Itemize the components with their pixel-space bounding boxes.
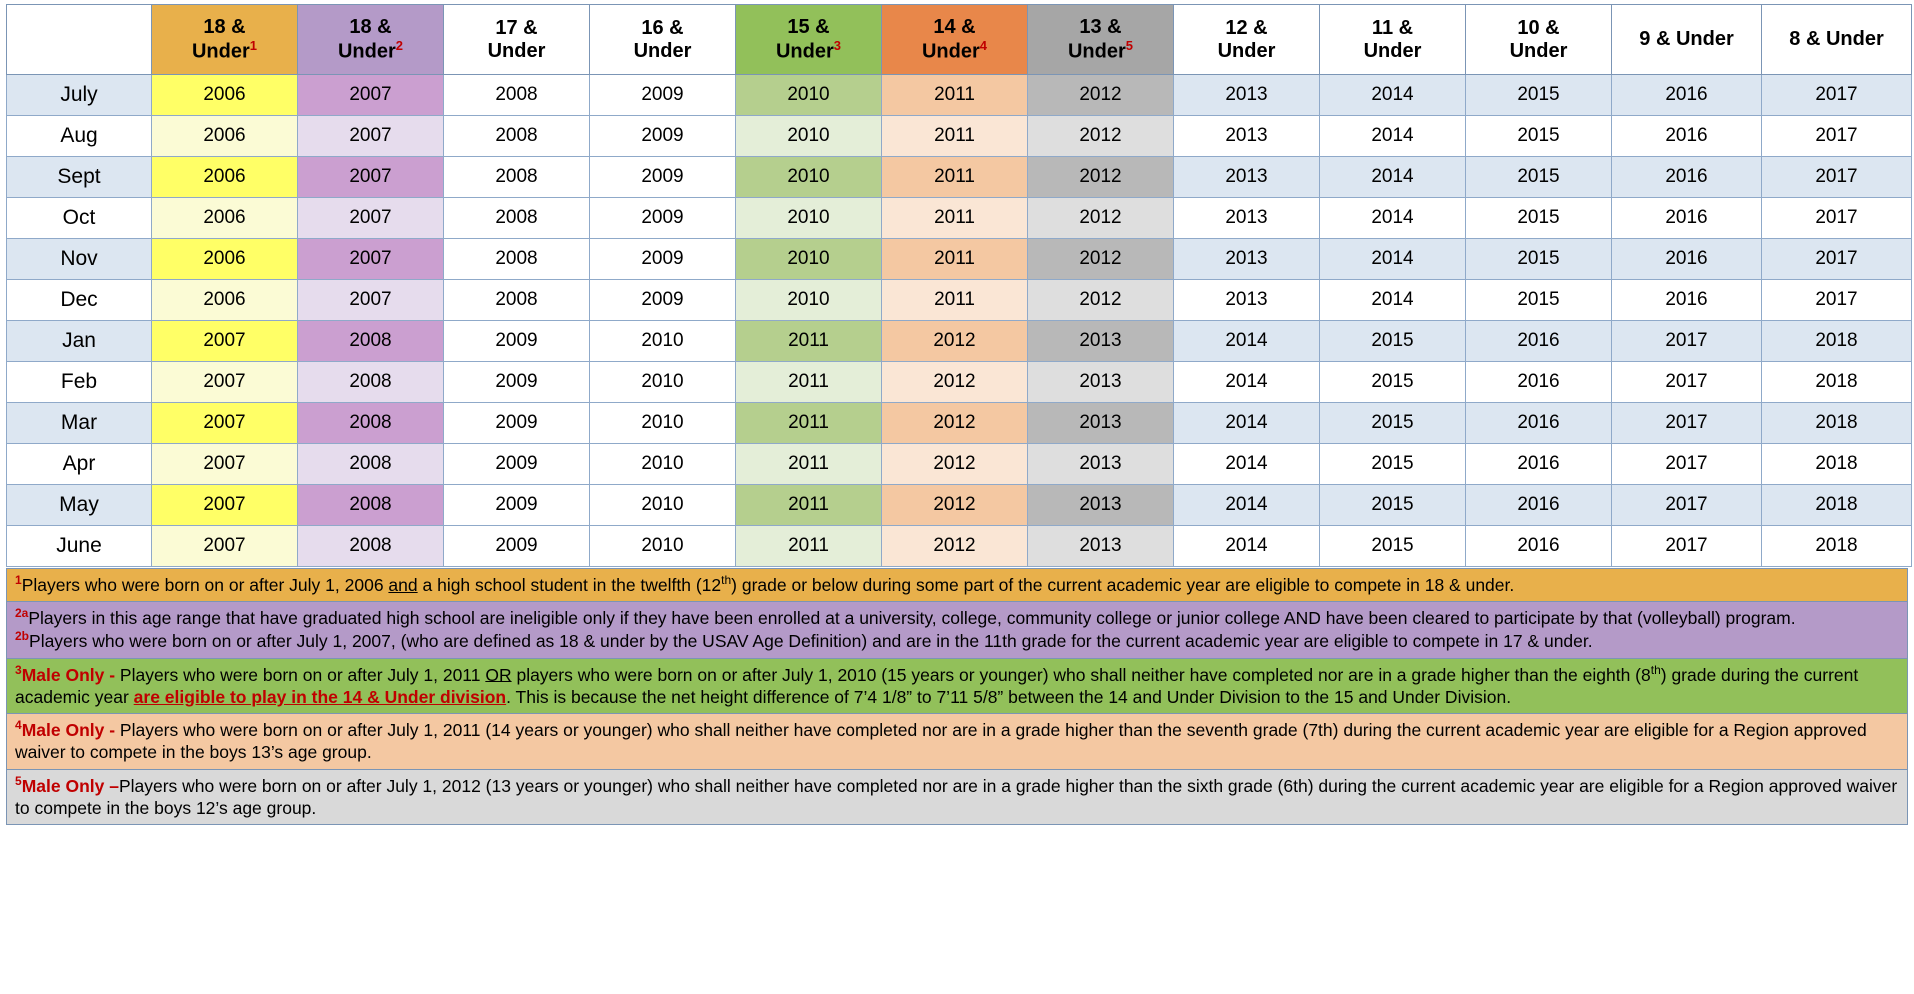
footnote-2a-marker: 2a (15, 606, 29, 621)
year-cell: 2010 (590, 321, 736, 362)
header-col-17 (444, 5, 590, 75)
year-cell: 2015 (1320, 485, 1466, 526)
header-col-14 (882, 5, 1028, 75)
year-cell: 2013 (1028, 362, 1174, 403)
year-cell: 2013 (1028, 485, 1174, 526)
month-label: May (7, 485, 152, 526)
year-cell: 2018 (1762, 444, 1912, 485)
year-cell: 2015 (1466, 116, 1612, 157)
year-cell: 2008 (298, 444, 444, 485)
footnote-1-th: th (721, 573, 732, 587)
table-row (7, 239, 1912, 280)
year-cell: 2016 (1466, 321, 1612, 362)
footnote-5-marker: 5 (15, 773, 22, 788)
year-cell: 2017 (1612, 403, 1762, 444)
year-cell: 2011 (736, 362, 882, 403)
year-cell: 2014 (1320, 280, 1466, 321)
table-row (7, 526, 1912, 567)
header-row (7, 5, 1912, 75)
year-cell: 2007 (152, 321, 298, 362)
year-cell: 2018 (1762, 321, 1912, 362)
table-row (7, 116, 1912, 157)
header-label-line2: Under (337, 40, 396, 63)
year-cell: 2008 (444, 198, 590, 239)
footnote-1-text-c: ) grade or below during some part of the current academic year are eligible to compete in 18 & under. (731, 574, 1515, 595)
header-col-18b (298, 5, 444, 75)
footnote-1 (6, 568, 1908, 602)
header-label-line2: Under (775, 40, 834, 63)
year-cell: 2009 (590, 239, 736, 280)
year-cell: 2010 (736, 116, 882, 157)
footnotes (6, 568, 1908, 825)
year-cell: 2010 (590, 526, 736, 567)
header-sup-4: 4 (979, 37, 988, 53)
footnote-1-text-b: a high school student in the twelfth (12 (417, 574, 722, 595)
year-cell: 2016 (1612, 198, 1762, 239)
year-cell: 2013 (1174, 280, 1320, 321)
year-cell: 2006 (152, 280, 298, 321)
year-cell: 2013 (1028, 444, 1174, 485)
header-label-line1: 14 & (933, 15, 976, 38)
year-cell: 2008 (444, 75, 590, 116)
year-cell: 2012 (1028, 239, 1174, 280)
year-cell: 2015 (1466, 198, 1612, 239)
header-col-10 (1466, 5, 1612, 75)
header-label-line1: 10 & (1517, 16, 1560, 39)
footnote-3-marker: 3 (15, 662, 22, 677)
year-cell: 2018 (1762, 403, 1912, 444)
year-cell: 2008 (298, 485, 444, 526)
year-cell: 2012 (882, 403, 1028, 444)
footnote-2a-text: Players in this age range that have graduated high school are ineligible only if they have been enrolled at a university, college, community college or junior college AND have been cleared to participate by that (volleyball) program. (28, 608, 1796, 629)
year-cell: 2008 (444, 157, 590, 198)
year-cell: 2007 (298, 157, 444, 198)
year-cell: 2011 (882, 198, 1028, 239)
table-row (7, 485, 1912, 526)
header-sup-2: 2 (395, 37, 404, 53)
month-label: Dec (7, 280, 152, 321)
year-cell: 2013 (1174, 75, 1320, 116)
footnote-3-text-b: players who were born on or after July 1, 2010 (15 years or younger) who shall neither have completed nor are in a grade higher than the eighth (8 (511, 664, 1651, 685)
header-col-11 (1320, 5, 1466, 75)
age-group-table (6, 4, 1912, 567)
year-cell: 2017 (1762, 75, 1912, 116)
year-cell: 2010 (590, 444, 736, 485)
year-cell: 2006 (152, 75, 298, 116)
table-row (7, 280, 1912, 321)
footnote-4-text: Players who were born on or after July 1, 2011 (14 years or younger) who shall neither have completed nor are in a grade higher than the seventh grade (7th) during the current academic year are eligible for a Region approved waiver to compete in the boys 13’s age group. (15, 720, 1867, 763)
year-cell: 2015 (1320, 444, 1466, 485)
year-cell: 2016 (1466, 444, 1612, 485)
year-cell: 2013 (1028, 526, 1174, 567)
header-label-line2: Under (487, 39, 546, 62)
year-cell: 2015 (1320, 526, 1466, 567)
footnote-3-text-a: Players who were born on or after July 1, 2011 (119, 664, 486, 685)
month-label: Mar (7, 403, 152, 444)
table-row (7, 321, 1912, 362)
footnote-3-text-c: ) grade during the current academic year (15, 664, 1859, 707)
header-col-15 (736, 5, 882, 75)
year-cell: 2014 (1174, 485, 1320, 526)
year-cell: 2018 (1762, 485, 1912, 526)
year-cell: 2009 (444, 362, 590, 403)
header-col-12 (1174, 5, 1320, 75)
year-cell: 2009 (444, 485, 590, 526)
header-label-line1: 8 & Under (1789, 28, 1884, 50)
year-cell: 2010 (736, 75, 882, 116)
header-sup-1: 1 (249, 37, 258, 53)
year-cell: 2016 (1466, 403, 1612, 444)
year-cell: 2008 (298, 321, 444, 362)
year-cell: 2014 (1174, 362, 1320, 403)
year-cell: 2011 (882, 280, 1028, 321)
table-row (7, 403, 1912, 444)
year-cell: 2009 (444, 526, 590, 567)
year-cell: 2013 (1028, 403, 1174, 444)
footnote-3-th: th (1650, 662, 1661, 677)
month-label: Apr (7, 444, 152, 485)
year-cell: 2015 (1466, 157, 1612, 198)
header-label-line1: 13 & (1079, 15, 1122, 38)
year-cell: 2007 (298, 116, 444, 157)
year-cell: 2013 (1174, 198, 1320, 239)
footnote-3-male-only: Male Only - (21, 664, 120, 685)
year-cell: 2006 (152, 157, 298, 198)
year-cell: 2009 (590, 280, 736, 321)
year-cell: 2016 (1612, 280, 1762, 321)
footnote-2b-line (15, 629, 1899, 652)
year-cell: 2007 (298, 75, 444, 116)
month-label: Jan (7, 321, 152, 362)
year-cell: 2013 (1174, 239, 1320, 280)
year-cell: 2011 (736, 526, 882, 567)
footnote-2b-text: Players who were born on or after July 1, 2007, (who are defined as 18 & under by the USAV Age Definition) and are in the 11th grade for the current academic year are eligible to compete in 17 & under. (29, 631, 1593, 652)
year-cell: 2012 (882, 485, 1028, 526)
table-body (7, 75, 1912, 567)
year-cell: 2013 (1174, 116, 1320, 157)
year-cell: 2010 (736, 280, 882, 321)
header-label-line2: Under (1509, 39, 1568, 62)
header-label-line1: 17 & (495, 16, 538, 39)
year-cell: 2011 (736, 403, 882, 444)
footnote-5 (6, 769, 1908, 826)
year-cell: 2012 (1028, 75, 1174, 116)
footnote-5-male-only: Male Only – (21, 775, 119, 796)
year-cell: 2007 (152, 444, 298, 485)
year-cell: 2010 (590, 403, 736, 444)
year-cell: 2014 (1320, 116, 1466, 157)
year-cell: 2017 (1762, 239, 1912, 280)
header-label-line2: Under (191, 40, 250, 63)
footnote-1-marker: 1 (15, 573, 22, 587)
header-sup-3: 3 (833, 37, 842, 53)
footnote-3-text-d: . This is because the net height difference of 7’4 1/8” to 7’11 5/8” between the 14 and Under Division to the 15 and Under Division. (506, 686, 1512, 707)
year-cell: 2012 (882, 444, 1028, 485)
header-label-line1: 12 & (1225, 16, 1268, 39)
year-cell: 2016 (1612, 75, 1762, 116)
year-cell: 2013 (1174, 157, 1320, 198)
header-label-line2: Under (633, 39, 692, 62)
header-label-line2: Under (1217, 39, 1276, 62)
footnote-4 (6, 713, 1908, 770)
year-cell: 2008 (444, 280, 590, 321)
year-cell: 2012 (1028, 157, 1174, 198)
year-cell: 2012 (1028, 280, 1174, 321)
year-cell: 2011 (736, 485, 882, 526)
year-cell: 2008 (444, 116, 590, 157)
year-cell: 2012 (882, 362, 1028, 403)
year-cell: 2011 (882, 116, 1028, 157)
footnote-5-text: Players who were born on or after July 1, 2012 (13 years or younger) who shall neither have completed nor are in a grade higher than the sixth grade (6th) during the current academic year are eligible for a Region approved waiver to compete in the boys 12’s age group. (15, 775, 1898, 819)
header-label-line2: Under (1363, 39, 1422, 62)
footnote-1-and: and (388, 574, 418, 595)
year-cell: 2015 (1320, 321, 1466, 362)
header-blank-cell (7, 5, 152, 75)
header-label-line1: 18 & (203, 15, 246, 38)
header-col-16 (590, 5, 736, 75)
year-cell: 2016 (1612, 157, 1762, 198)
year-cell: 2018 (1762, 362, 1912, 403)
year-cell: 2016 (1466, 485, 1612, 526)
year-cell: 2014 (1320, 198, 1466, 239)
year-cell: 2006 (152, 198, 298, 239)
year-cell: 2006 (152, 116, 298, 157)
year-cell: 2014 (1174, 403, 1320, 444)
year-cell: 2010 (736, 239, 882, 280)
year-cell: 2007 (152, 362, 298, 403)
year-cell: 2017 (1612, 485, 1762, 526)
year-cell: 2009 (590, 75, 736, 116)
year-cell: 2008 (298, 526, 444, 567)
year-cell: 2011 (882, 157, 1028, 198)
table-row (7, 157, 1912, 198)
year-cell: 2007 (152, 526, 298, 567)
year-cell: 2013 (1028, 321, 1174, 362)
year-cell: 2009 (444, 403, 590, 444)
year-cell: 2008 (444, 239, 590, 280)
year-cell: 2015 (1320, 403, 1466, 444)
header-label-line1: 18 & (349, 15, 392, 38)
year-cell: 2014 (1320, 75, 1466, 116)
table-row (7, 444, 1912, 485)
header-col-8 (1762, 5, 1912, 75)
month-label: Feb (7, 362, 152, 403)
header-col-18a (152, 5, 298, 75)
year-cell: 2012 (1028, 198, 1174, 239)
year-cell: 2012 (882, 321, 1028, 362)
year-cell: 2017 (1612, 444, 1762, 485)
year-cell: 2011 (882, 75, 1028, 116)
month-label: Aug (7, 116, 152, 157)
year-cell: 2011 (736, 444, 882, 485)
year-cell: 2014 (1174, 321, 1320, 362)
year-cell: 2015 (1466, 280, 1612, 321)
year-cell: 2016 (1612, 239, 1762, 280)
footnote-4-marker: 4 (15, 718, 22, 733)
year-cell: 2015 (1466, 75, 1612, 116)
header-label-line1: 11 & (1371, 16, 1414, 39)
year-cell: 2006 (152, 239, 298, 280)
header-label-line2: Under (921, 40, 980, 63)
year-cell: 2017 (1612, 321, 1762, 362)
year-cell: 2012 (1028, 116, 1174, 157)
year-cell: 2012 (882, 526, 1028, 567)
footnote-2b-marker: 2b (15, 629, 30, 644)
year-cell: 2018 (1762, 526, 1912, 567)
header-label-line1: 9 & Under (1639, 28, 1734, 50)
header-label-line2: Under (1067, 40, 1126, 63)
year-cell: 2017 (1762, 280, 1912, 321)
year-cell: 2007 (298, 280, 444, 321)
year-cell: 2017 (1612, 526, 1762, 567)
year-cell: 2017 (1612, 362, 1762, 403)
year-cell: 2010 (590, 485, 736, 526)
header-col-13 (1028, 5, 1174, 75)
year-cell: 2007 (298, 239, 444, 280)
year-cell: 2014 (1174, 526, 1320, 567)
year-cell: 2014 (1320, 239, 1466, 280)
year-cell: 2007 (152, 485, 298, 526)
year-cell: 2016 (1466, 526, 1612, 567)
table-row (7, 198, 1912, 239)
month-label: June (7, 526, 152, 567)
year-cell: 2011 (882, 239, 1028, 280)
footnote-1-text-a: Players who were born on or after July 1, 2006 (21, 574, 389, 595)
header-label-line1: 15 & (787, 15, 830, 38)
year-cell: 2010 (590, 362, 736, 403)
month-label: Oct (7, 198, 152, 239)
year-cell: 2009 (590, 157, 736, 198)
year-cell: 2017 (1762, 198, 1912, 239)
year-cell: 2010 (736, 157, 882, 198)
year-cell: 2014 (1320, 157, 1466, 198)
year-cell: 2009 (590, 116, 736, 157)
year-cell: 2016 (1466, 362, 1612, 403)
footnote-3-highlight: are eligible to play in the 14 & Under division (133, 686, 507, 707)
header-sup-5: 5 (1125, 37, 1134, 53)
year-cell: 2015 (1320, 362, 1466, 403)
footnote-3 (6, 658, 1908, 715)
year-cell: 2017 (1762, 157, 1912, 198)
month-label: Sept (7, 157, 152, 198)
table-row (7, 362, 1912, 403)
year-cell: 2009 (590, 198, 736, 239)
year-cell: 2015 (1466, 239, 1612, 280)
year-cell: 2008 (298, 362, 444, 403)
footnote-2a-line (15, 606, 1899, 629)
month-label: July (7, 75, 152, 116)
header-col-9 (1612, 5, 1762, 75)
year-cell: 2017 (1762, 116, 1912, 157)
table-row (7, 75, 1912, 116)
footnote-2 (6, 601, 1908, 658)
year-cell: 2016 (1612, 116, 1762, 157)
year-cell: 2009 (444, 321, 590, 362)
footnote-3-or: OR (485, 664, 512, 685)
year-cell: 2007 (152, 403, 298, 444)
year-cell: 2010 (736, 198, 882, 239)
year-cell: 2014 (1174, 444, 1320, 485)
year-cell: 2009 (444, 444, 590, 485)
header-label-line1: 16 & (641, 16, 684, 39)
month-label: Nov (7, 239, 152, 280)
year-cell: 2007 (298, 198, 444, 239)
year-cell: 2008 (298, 403, 444, 444)
table-header (7, 5, 1912, 75)
footnote-4-male-only: Male Only - (21, 720, 120, 741)
year-cell: 2011 (736, 321, 882, 362)
